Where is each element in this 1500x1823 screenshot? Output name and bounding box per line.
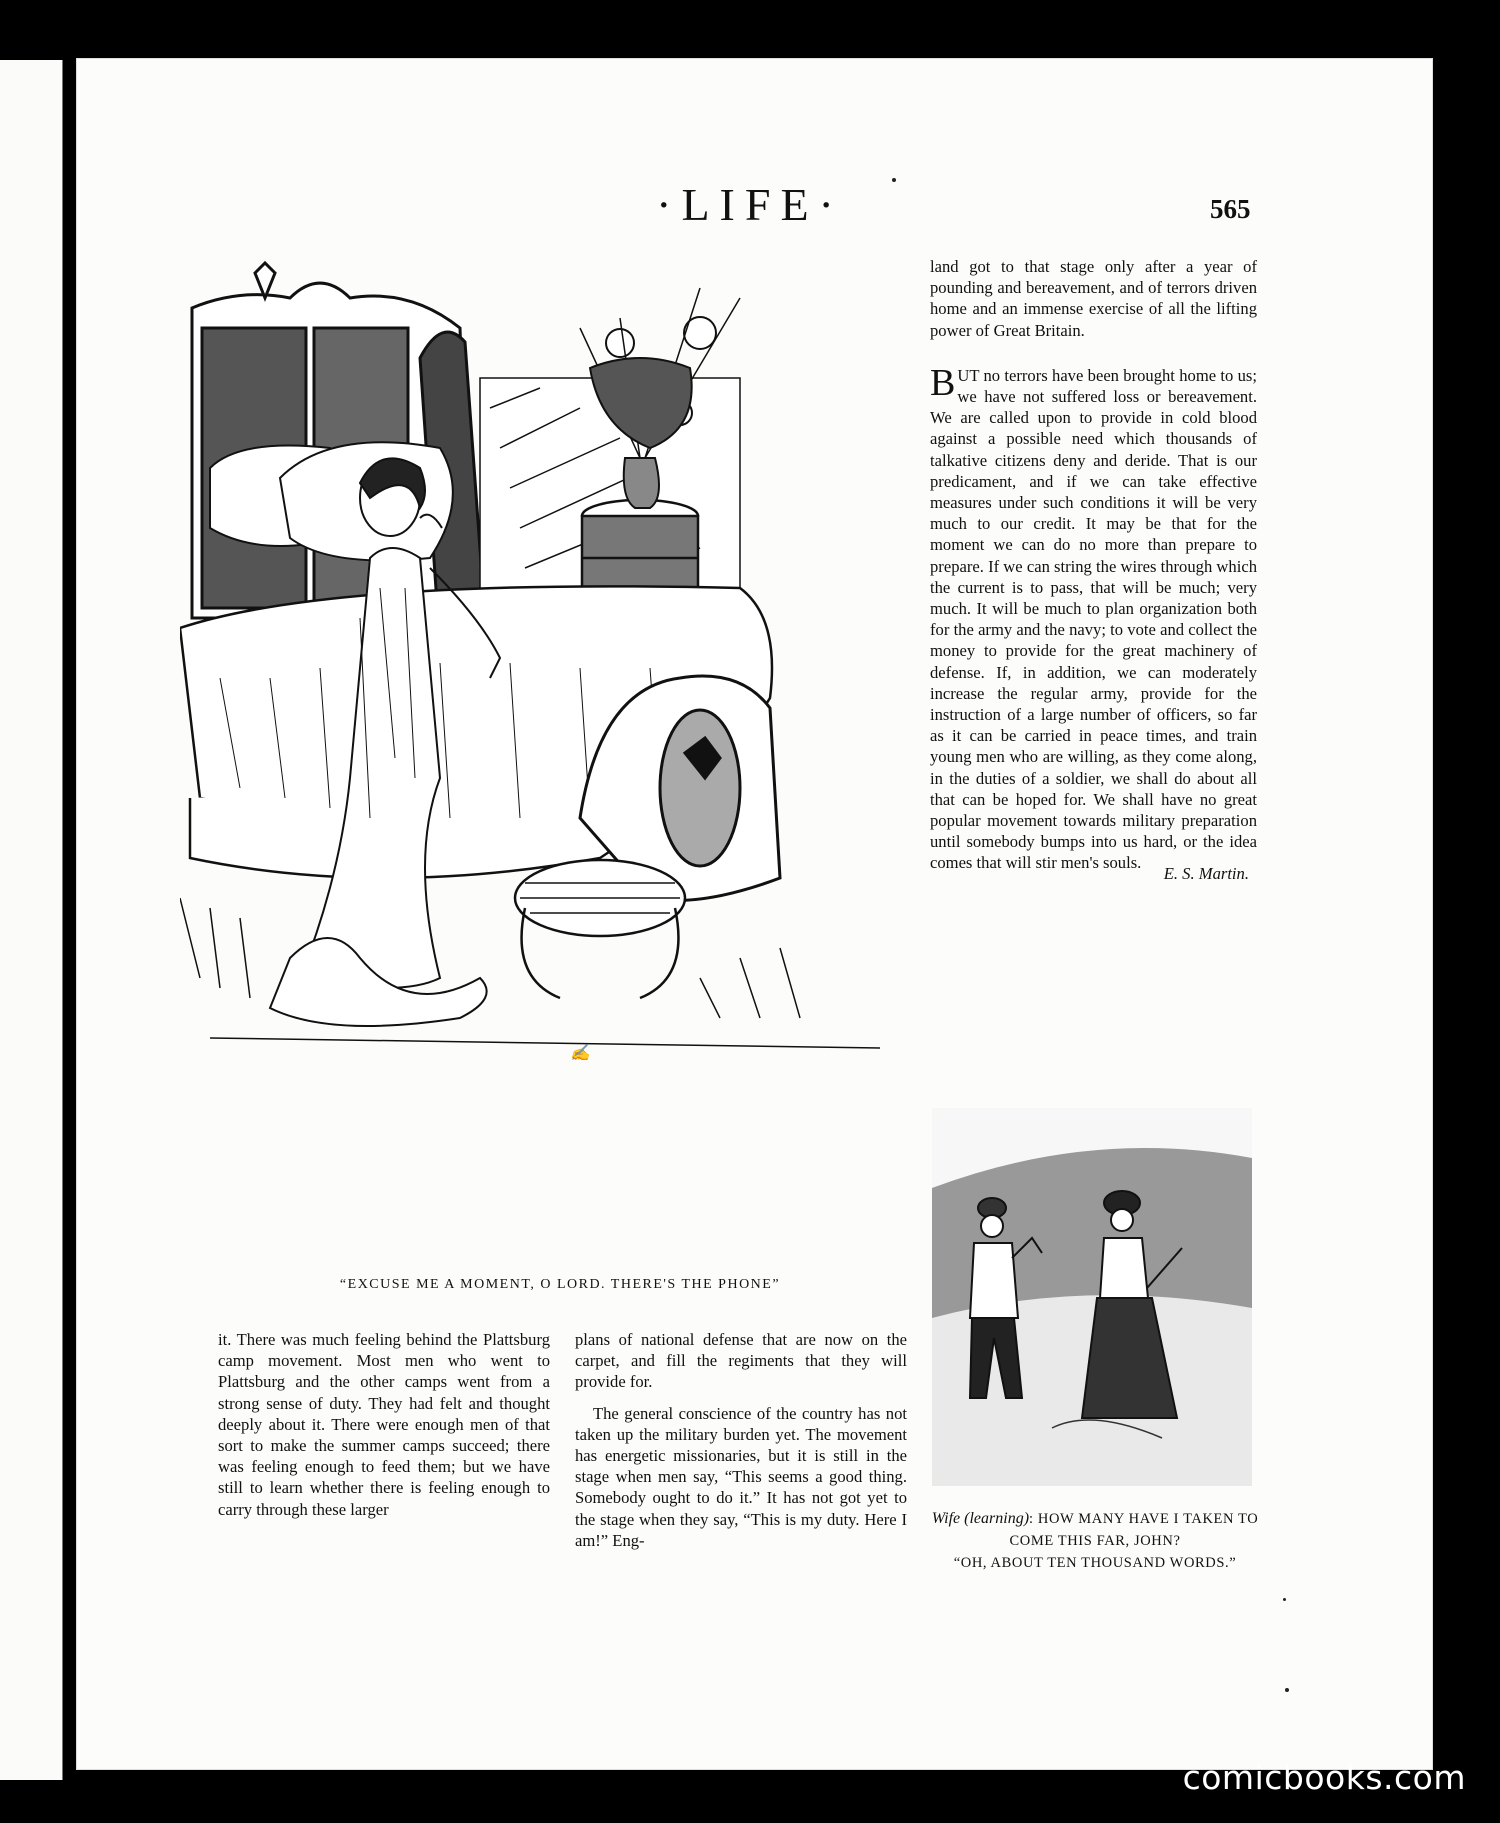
cartoon-line-1: : HOW MANY HAVE I TAKEN TO COME THIS FAR, JOHN?: [1009, 1511, 1259, 1549]
print-speck: [892, 178, 896, 182]
article-paragraph: land got to that stage only after a year of pounding and bereavement, and of terrors driven home and an immense exercise of all the lifting power of Great Britain.: [930, 257, 1257, 340]
cartoon-line-2: “OH, ABOUT TEN THOUSAND WORDS.”: [953, 1555, 1237, 1571]
bedroom-illustration: [180, 258, 910, 1250]
author-signature: E. S. Martin.: [1163, 863, 1249, 883]
page-number: 565: [1210, 194, 1251, 224]
cartoon-caption: [930, 1508, 1260, 1574]
illustration-caption: “EXCUSE ME A MOMENT, O LORD. THERE'S THE PHONE”: [339, 1277, 781, 1292]
masthead-title: ·LIFE·: [656, 179, 844, 230]
article-paragraph: plans of national defense that are now on the carpet, and fill the regiments that they will provide for.: [575, 1330, 907, 1392]
artist-signature-mark: ✍: [570, 1045, 590, 1062]
article-paragraph-dropcap: BUT no terrors have been brought home to us; we have not suffered loss or bereavement. We are called upon to provide in cold blood against a possible need which thousands of talkative citizens deny and deride. That is our predicament, and if we can take effective measures under such conditions it will be very much to our credit. It may be that for the moment we can do no more than prepare to prepare. If we can string the wires through which the current is to pass, that will be much; very much. It will be much to plan organization both for the army and the navy; to vote and collect the money to provide for the great machinery of defense. If, in addition, we can moderately increase the regular army, provide for the instruction of a large number of officers, so far as it can be carried in peace times, and train young men who are willing, as they come along, in the duties of a soldier, we shall do about all that can be hoped for. We shall have no great popular movement towards military preparation until somebody bumps into us hard, or the idea comes that will stir men's souls.: [930, 361, 1257, 873]
watermark: comicbooks.com: [1182, 1758, 1466, 1797]
article-column-bottom-left: [218, 1329, 550, 1530]
article-column-right: [930, 256, 1257, 884]
print-speck: [1285, 1688, 1289, 1692]
article-paragraph: it. There was much feeling behind the Plattsburg camp movement. Most men who went to Plattsburg and the other camps went from a strong sense of duty. They had felt and thought deeply about it. There were enough men of that sort to make the summer camps succeed; there was feeling enough to feed them; but we have still to learn whether there is feeling enough to carry through these larger: [218, 1330, 550, 1519]
headboard: [192, 263, 485, 618]
golf-cartoon: [932, 1108, 1252, 1486]
article-paragraph: The general conscience of the country has not taken up the military burden yet. The movement has energetic missionaries, but it is still in the stage when men say, “This seems a good thing. Somebody ought to do it.” It has not got yet to the stage when they say, “This is my duty. Here I am!” Eng-: [575, 1403, 907, 1550]
article-column-bottom-middle: [575, 1329, 907, 1561]
previous-page-edge: [0, 60, 63, 1780]
cartoon-speaker: Wife (learning): [931, 1510, 1030, 1527]
print-speck: [1283, 1598, 1286, 1601]
stool: [515, 860, 685, 998]
